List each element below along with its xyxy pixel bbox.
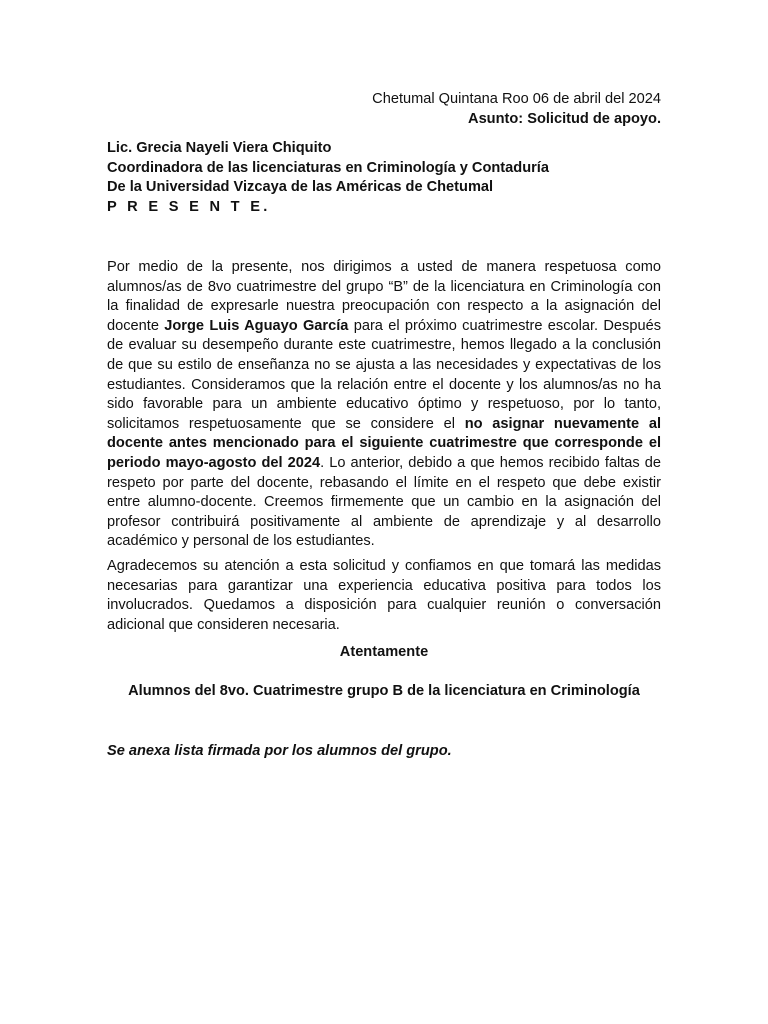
recipient-name: Lic. Grecia Nayeli Viera Chiquito [107, 140, 332, 156]
place-date: Chetumal Quintana Roo 06 de abril del 2024 [372, 91, 661, 107]
salutation: Atentamente [339, 644, 429, 660]
p1-text-1: Por medio de la presente, nos dirigimos a usted de manera respetuosa como alumnos/as de 8vo cuatrimestre del grupo “B” de la licenciatura en Criminología con la finalidad de expresarle nuestra preocupación con respecto a la asignación del docente [107, 259, 661, 334]
presente-line: P R E S E N T E. [107, 199, 271, 215]
attachment-note: Se anexa lista firmada por los alumnos del grupo. [107, 743, 452, 759]
recipient-institution: De la Universidad Vizcaya de las Américas de Chetumal [107, 179, 494, 195]
signature-line: Alumnos del 8vo. Cuatrimestre grupo B de la licenciatura en Criminología [128, 683, 640, 699]
p1-text-2: para el próximo cuatrimestre escolar. Después de evaluar su desempeño durante este cuatrimestre, hemos llegado a la conclusión de que su estilo de enseñanza no se ajusta a las necesidades y expectativas de los estudiantes. Consideramos que la relación entre el docente y los alumnos/as no ha sido favorable para un ambiente educativo óptimo y respetuoso, por lo tanto, solicitamos respetuosamente que se considere el [107, 317, 661, 432]
recipient-role: Coordinadora de las licenciaturas en Criminología y Contaduría [107, 160, 549, 176]
body-paragraph-1 [107, 258, 661, 552]
p1-text-3: . Lo anterior, debido a que hemos recibido faltas de respeto por parte del docente, rebasando el límite en el respeto que debe existir entre alumno-docente. Creemos firmemente que un cambio en la asignación del profesor contribuirá positivamente al ambiente de aprendizaje y al desarrollo académico y personal de los estudiantes. [107, 454, 661, 550]
request-statement: no asignar nuevamente al docente antes mencionado para el siguiente cuatrimestre que corresponde el periodo mayo-agosto del 2024 [107, 415, 661, 471]
teacher-name: Jorge Luis Aguayo García [164, 317, 349, 334]
subject-line: Asunto: Solicitud de apoyo. [468, 111, 661, 127]
body-paragraph-2: Agradecemos su atención a esta solicitud y confiamos en que tomará las medidas necesarias para garantizar una experiencia educativa positiva para todos los involucrados. Quedamos a disposición para cualquier reunión o conversación adicional que consideren necesaria. [107, 558, 661, 633]
